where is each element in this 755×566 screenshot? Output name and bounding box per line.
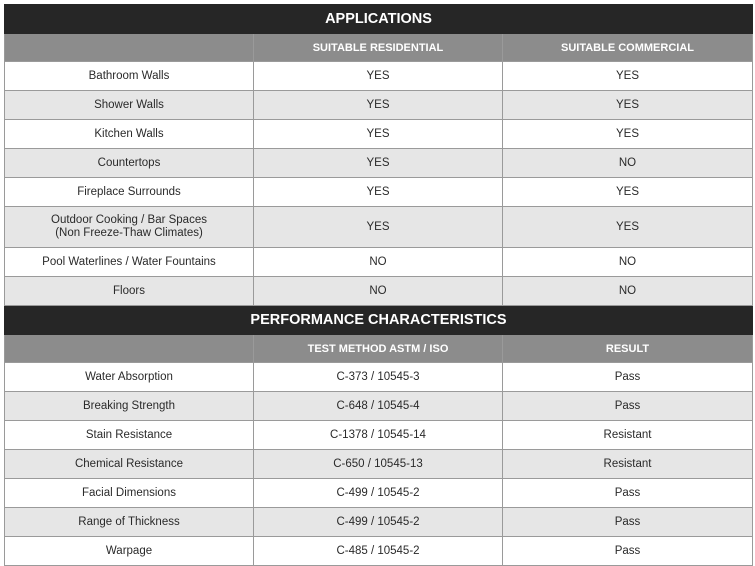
commercial-value: YES [503,207,753,248]
applications-title: APPLICATIONS [5,5,753,34]
characteristic-label: Chemical Resistance [5,450,254,479]
applications-header-residential: SUITABLE RESIDENTIAL [254,34,503,62]
performance-header-row [5,335,753,363]
spec-sheet [4,4,752,566]
test-method-value: C-648 / 10545-4 [254,392,503,421]
spec-table [4,4,753,566]
characteristic-label: Breaking Strength [5,392,254,421]
result-value: Pass [503,363,753,392]
application-label-line: Pool Waterlines / Water Fountains [42,256,216,268]
characteristic-label: Stain Resistance [5,421,254,450]
test-method-value: C-485 / 10545-2 [254,537,503,566]
application-label [5,207,254,248]
application-label-line: Kitchen Walls [94,128,164,140]
application-label [5,91,254,120]
commercial-value: NO [503,248,753,277]
application-label-line: Fireplace Surrounds [77,186,181,198]
residential-value: YES [254,207,503,248]
commercial-value: YES [503,62,753,91]
application-label [5,248,254,277]
table-row [5,537,753,566]
characteristic-label: Facial Dimensions [5,479,254,508]
table-row [5,207,753,248]
result-value: Pass [503,537,753,566]
table-row [5,479,753,508]
commercial-value: YES [503,91,753,120]
characteristic-label: Water Absorption [5,363,254,392]
table-row [5,248,753,277]
performance-title: PERFORMANCE CHARACTERISTICS [5,306,753,335]
application-label-line: Shower Walls [94,99,164,111]
performance-header-method: TEST METHOD ASTM / ISO [254,335,503,363]
table-row [5,363,753,392]
result-value: Resistant [503,421,753,450]
performance-title-row [5,306,753,335]
application-label [5,62,254,91]
test-method-value: C-1378 / 10545-14 [254,421,503,450]
characteristic-label: Warpage [5,537,254,566]
table-row [5,450,753,479]
application-label-line: Countertops [97,157,161,169]
residential-value: NO [254,277,503,306]
table-row [5,120,753,149]
residential-value: YES [254,178,503,207]
applications-header-commercial: SUITABLE COMMERCIAL [503,34,753,62]
application-label-line: Outdoor Cooking / Bar Spaces [51,214,207,226]
applications-header-label [5,34,254,62]
result-value: Resistant [503,450,753,479]
applications-header-row [5,34,753,62]
table-row [5,178,753,207]
performance-header-label [5,335,254,363]
residential-value: YES [254,91,503,120]
characteristic-label: Range of Thickness [5,508,254,537]
result-value: Pass [503,508,753,537]
table-row [5,508,753,537]
residential-value: YES [254,149,503,178]
test-method-value: C-499 / 10545-2 [254,479,503,508]
application-label [5,178,254,207]
test-method-value: C-499 / 10545-2 [254,508,503,537]
commercial-value: NO [503,277,753,306]
table-row [5,392,753,421]
application-label [5,120,254,149]
application-label [5,149,254,178]
applications-title-row [5,5,753,34]
application-label-line: Bathroom Walls [88,70,170,82]
residential-value: NO [254,248,503,277]
residential-value: YES [254,62,503,91]
commercial-value: YES [503,120,753,149]
residential-value: YES [254,120,503,149]
performance-header-result: RESULT [503,335,753,363]
table-row [5,62,753,91]
test-method-value: C-373 / 10545-3 [254,363,503,392]
table-row [5,277,753,306]
commercial-value: NO [503,149,753,178]
application-label-line: Floors [113,285,145,297]
table-row [5,421,753,450]
commercial-value: YES [503,178,753,207]
result-value: Pass [503,479,753,508]
table-row [5,91,753,120]
table-row [5,149,753,178]
test-method-value: C-650 / 10545-13 [254,450,503,479]
application-label [5,277,254,306]
application-label-line: (Non Freeze-Thaw Climates) [55,227,203,239]
result-value: Pass [503,392,753,421]
spec-table-body [5,5,753,566]
